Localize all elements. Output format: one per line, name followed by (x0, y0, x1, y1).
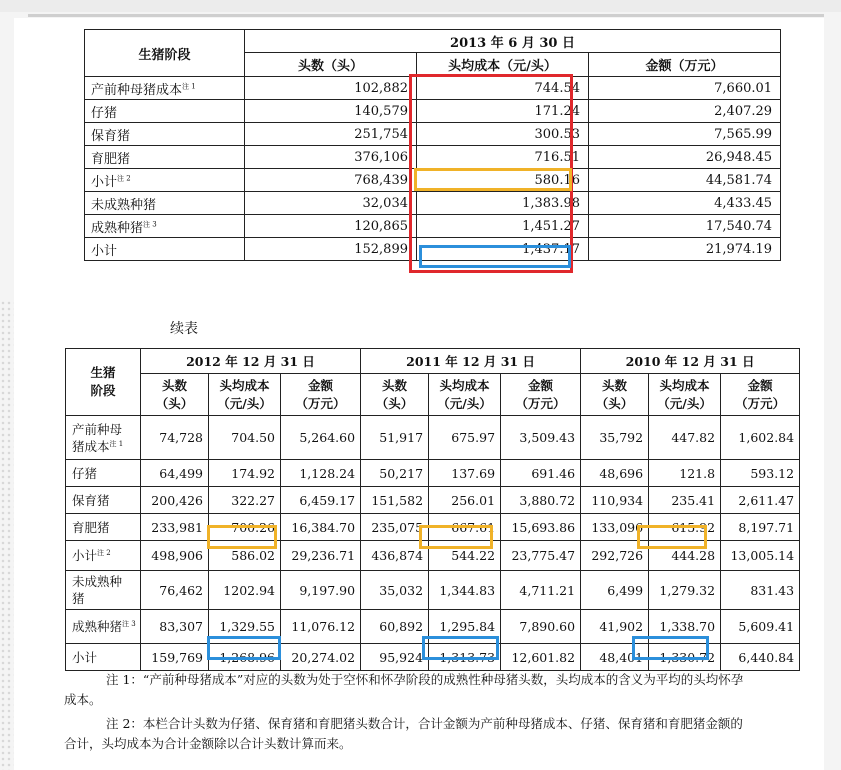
cell-value: 235.41 (649, 487, 721, 514)
row-label: 成熟种猪$^{注 3}$ (85, 215, 245, 238)
top-bar (0, 0, 841, 12)
row-label: 未成熟种猪 (85, 192, 245, 215)
cell-value: 15,693.86 (501, 514, 581, 541)
footnote-mark: 注 2 (97, 548, 111, 557)
cell-value: 4,711.21 (501, 571, 581, 610)
cell-heads: 768,439 (245, 169, 417, 192)
row-label: 仔猪 (66, 460, 141, 487)
row-label: 小计$^{注 2}$ (85, 169, 245, 192)
cell-value: 593.12 (721, 460, 800, 487)
table2-subcol-header: 金额 （万元） (721, 374, 800, 416)
table2-subcol-header: 金额 （万元） (501, 374, 581, 416)
row-label: 保育猪 (66, 487, 141, 514)
dotted-margin (0, 300, 14, 770)
table-row (85, 169, 781, 192)
table2-subcol-header: 头数 （头） (581, 374, 649, 416)
cell-value: 1,128.24 (281, 460, 361, 487)
cell-value: 60,892 (361, 610, 429, 644)
table-row (85, 146, 781, 169)
table2-date-header: 2012 年 12 月 31 日 (141, 349, 361, 374)
row-label: 成熟种猪$^{注 3}$ (66, 610, 141, 644)
table1-col-amount: 金额（万元） (589, 53, 781, 77)
row-label: 小计 (66, 644, 141, 671)
table1-corner-header: 生猪阶段 (85, 30, 245, 77)
top-divider (28, 14, 824, 17)
row-label: 保育猪 (85, 123, 245, 146)
cell-value: 615.92 (649, 514, 721, 541)
cell-value: 831.43 (721, 571, 800, 610)
cell-value: 6,440.84 (721, 644, 800, 671)
cell-value: 704.50 (209, 416, 281, 460)
table1-date-header: 2013 年 6 月 30 日 (245, 30, 781, 53)
cell-value: 64,499 (141, 460, 209, 487)
cell-cost: 1,383.98 (417, 192, 589, 215)
cell-heads: 376,106 (245, 146, 417, 169)
cell-value: 444.28 (649, 541, 721, 571)
cell-value: 1,344.83 (429, 571, 501, 610)
cell-value: 110,934 (581, 487, 649, 514)
table-row (85, 238, 781, 261)
cell-value: 50,217 (361, 460, 429, 487)
table2-subcol-header: 头数 （头） (141, 374, 209, 416)
table-2013 (84, 29, 781, 261)
cell-value: 29,236.71 (281, 541, 361, 571)
cell-value: 200,426 (141, 487, 209, 514)
cell-amount: 26,948.45 (589, 146, 781, 169)
table-2010-2012 (65, 348, 800, 671)
cell-value: 2,611.47 (721, 487, 800, 514)
cell-value: 3,880.72 (501, 487, 581, 514)
cell-amount: 44,581.74 (589, 169, 781, 192)
cell-cost: 300.53 (417, 123, 589, 146)
cell-amount: 17,540.74 (589, 215, 781, 238)
cell-amount: 4,433.45 (589, 192, 781, 215)
table2-subcol-header: 金额 （万元） (281, 374, 361, 416)
cell-value: 256.01 (429, 487, 501, 514)
cell-value: 3,509.43 (501, 416, 581, 460)
cell-value: 11,076.12 (281, 610, 361, 644)
cell-value: 48,401 (581, 644, 649, 671)
cell-cost: 744.54 (417, 77, 589, 100)
table2-subcol-header: 头数 （头） (361, 374, 429, 416)
cell-value: 292,726 (581, 541, 649, 571)
cell-value: 1,295.84 (429, 610, 501, 644)
table2-subcol-header: 头均成本 （元/头） (209, 374, 281, 416)
table-row (85, 215, 781, 238)
row-label: 未成熟种 猪 (66, 571, 141, 610)
cell-value: 8,197.71 (721, 514, 800, 541)
cell-value: 233,981 (141, 514, 209, 541)
table1-col-heads: 头数（头） (245, 53, 417, 77)
table-row (66, 416, 800, 460)
cell-value: 691.46 (501, 460, 581, 487)
table2-date-header: 2011 年 12 月 31 日 (361, 349, 581, 374)
cell-value: 174.92 (209, 460, 281, 487)
table-row (85, 123, 781, 146)
cell-value: 51,917 (361, 416, 429, 460)
table-row (85, 192, 781, 215)
row-label: 仔猪 (85, 100, 245, 123)
cell-value: 667.61 (429, 514, 501, 541)
cell-value: 137.69 (429, 460, 501, 487)
cell-value: 6,459.17 (281, 487, 361, 514)
cell-cost: 716.51 (417, 146, 589, 169)
row-label: 小计$^{注 2}$ (66, 541, 141, 571)
table-row (85, 77, 781, 100)
note-1: 注 1：“产前种母猪成本”对应的头数为处于空怀和怀孕阶段的成熟性种母猪头数，头均成本的含义为平均的头均怀孕成本。 (64, 672, 744, 707)
cell-value: 586.02 (209, 541, 281, 571)
cell-amount: 7,660.01 (589, 77, 781, 100)
cell-amount: 2,407.29 (589, 100, 781, 123)
row-label: 育肥猪 (66, 514, 141, 541)
cell-value: 76,462 (141, 571, 209, 610)
cell-heads: 152,899 (245, 238, 417, 261)
cell-value: 1202.94 (209, 571, 281, 610)
footnote-mark: 注 3 (143, 220, 157, 229)
row-label: 小计 (85, 238, 245, 261)
cell-value: 83,307 (141, 610, 209, 644)
cell-value: 1,313.73 (429, 644, 501, 671)
cell-value: 133,096 (581, 514, 649, 541)
cell-heads: 251,754 (245, 123, 417, 146)
cell-heads: 140,579 (245, 100, 417, 123)
footnote-mark: 注 1 (182, 82, 196, 91)
cell-heads: 120,865 (245, 215, 417, 238)
table-row (66, 541, 800, 571)
table2-date-header: 2010 年 12 月 31 日 (581, 349, 800, 374)
cell-value: 159,769 (141, 644, 209, 671)
cell-value: 1,330.72 (649, 644, 721, 671)
table2-subcol-header: 头均成本 （元/头） (649, 374, 721, 416)
cell-value: 95,924 (361, 644, 429, 671)
cell-value: 121.8 (649, 460, 721, 487)
cell-value: 41,902 (581, 610, 649, 644)
cell-value: 447.82 (649, 416, 721, 460)
cell-value: 20,274.02 (281, 644, 361, 671)
cell-value: 5,609.41 (721, 610, 800, 644)
footnote-mark: 注 3 (122, 619, 136, 628)
cell-value: 700.26 (209, 514, 281, 541)
table1-col-cost: 头均成本（元/头） (417, 53, 589, 77)
cell-value: 16,384.70 (281, 514, 361, 541)
cell-value: 322.27 (209, 487, 281, 514)
row-label: 产前种母猪成本$^{注 1}$ (85, 77, 245, 100)
table-row (66, 571, 800, 610)
cell-amount: 21,974.19 (589, 238, 781, 261)
cell-value: 235,075 (361, 514, 429, 541)
cell-value: 9,197.90 (281, 571, 361, 610)
cell-cost: 580.16 (417, 169, 589, 192)
cell-value: 7,890.60 (501, 610, 581, 644)
footnote-mark: 注 2 (117, 174, 131, 183)
cell-value: 48,696 (581, 460, 649, 487)
cell-value: 12,601.82 (501, 644, 581, 671)
cell-cost: 1,451.27 (417, 215, 589, 238)
cell-value: 498,906 (141, 541, 209, 571)
document-page (14, 18, 824, 770)
cell-value: 6,499 (581, 571, 649, 610)
cell-value: 35,792 (581, 416, 649, 460)
cell-value: 74,728 (141, 416, 209, 460)
table-row (66, 644, 800, 671)
continued-label: 续表 (170, 321, 198, 337)
cell-amount: 7,565.99 (589, 123, 781, 146)
cell-value: 5,264.60 (281, 416, 361, 460)
row-label: 育肥猪 (85, 146, 245, 169)
footnote-mark: 注 1 (109, 439, 124, 448)
note-2: 注 2：本栏合计头数为仔猪、保育猪和育肥猪头数合计，合计金额为产前种母猪成本、仔猪、保育猪和育肥猪金额的合计，头均成本为合计金额除以合计头数计算而来。 (64, 716, 743, 751)
cell-cost: 1,437.17 (417, 238, 589, 261)
cell-value: 1,338.70 (649, 610, 721, 644)
cell-value: 151,582 (361, 487, 429, 514)
table-row (66, 460, 800, 487)
cell-value: 23,775.47 (501, 541, 581, 571)
cell-value: 13,005.14 (721, 541, 800, 571)
cell-value: 35,032 (361, 571, 429, 610)
cell-value: 1,602.84 (721, 416, 800, 460)
cell-value: 675.97 (429, 416, 501, 460)
cell-heads: 102,882 (245, 77, 417, 100)
table-row (66, 487, 800, 514)
table-row (66, 514, 800, 541)
cell-value: 1,279.32 (649, 571, 721, 610)
cell-value: 1,329.55 (209, 610, 281, 644)
table2-corner-header: 生猪 阶段 (66, 349, 141, 416)
cell-cost: 171.24 (417, 100, 589, 123)
table2-subcol-header: 头均成本 （元/头） (429, 374, 501, 416)
table-row (66, 610, 800, 644)
cell-value: 544.22 (429, 541, 501, 571)
cell-value: 436,874 (361, 541, 429, 571)
table-row (85, 100, 781, 123)
cell-value: 1,268.96 (209, 644, 281, 671)
row-label: 产前种母 猪成本$^{注 1}$ (66, 416, 141, 460)
cell-heads: 32,034 (245, 192, 417, 215)
